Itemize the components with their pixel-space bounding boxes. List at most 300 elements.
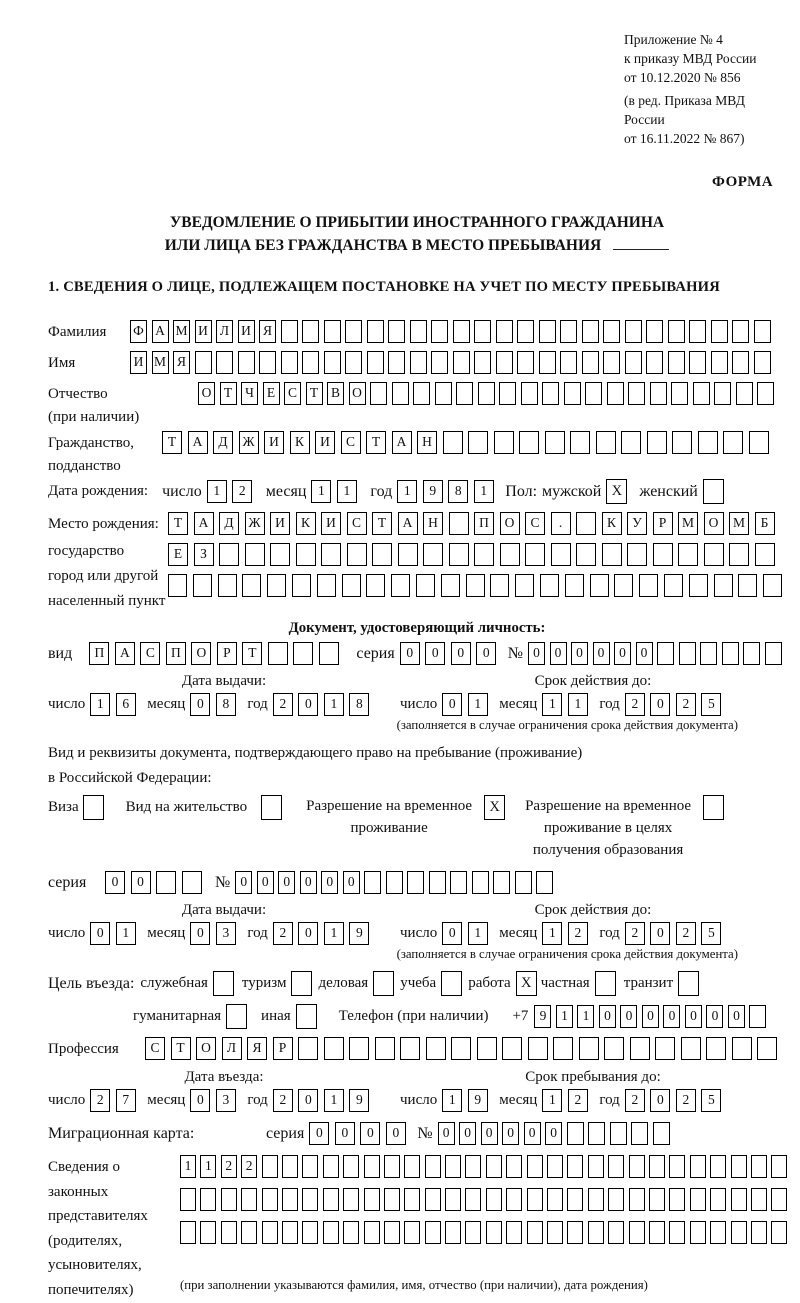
char-box[interactable] <box>582 320 599 343</box>
char-box[interactable] <box>241 1221 257 1244</box>
char-box[interactable] <box>528 1037 548 1060</box>
char-box[interactable] <box>324 320 341 343</box>
char-box[interactable] <box>657 642 674 665</box>
char-box[interactable]: О <box>191 642 211 665</box>
char-box[interactable] <box>156 871 176 894</box>
char-box[interactable] <box>731 1188 747 1211</box>
char-box[interactable]: 1 <box>324 1089 344 1112</box>
char-box[interactable]: 0 <box>309 1122 329 1145</box>
char-box[interactable] <box>267 574 286 597</box>
char-box[interactable] <box>281 320 298 343</box>
char-box[interactable] <box>262 1188 278 1211</box>
char-box[interactable] <box>238 351 255 374</box>
char-box[interactable]: Л <box>216 320 233 343</box>
char-box[interactable]: 0 <box>451 642 471 665</box>
char-box[interactable] <box>317 574 336 597</box>
char-box[interactable] <box>603 351 620 374</box>
char-box[interactable]: Д <box>219 512 239 535</box>
char-box[interactable] <box>614 574 633 597</box>
char-box[interactable]: 1 <box>311 480 331 503</box>
char-box[interactable] <box>324 1037 344 1060</box>
char-box[interactable] <box>404 1221 420 1244</box>
char-box[interactable] <box>404 1155 420 1178</box>
char-box[interactable]: 1 <box>324 922 344 945</box>
char-box[interactable] <box>631 1122 648 1145</box>
char-box[interactable] <box>757 382 774 405</box>
char-box[interactable] <box>539 351 556 374</box>
char-box[interactable]: Е <box>263 382 280 405</box>
char-box[interactable] <box>763 574 782 597</box>
char-box[interactable]: 0 <box>235 871 252 894</box>
char-box[interactable]: Ж <box>239 431 259 454</box>
char-box[interactable] <box>431 320 448 343</box>
char-box[interactable] <box>515 574 534 597</box>
char-box[interactable] <box>625 351 642 374</box>
char-box[interactable]: 1 <box>542 1089 562 1112</box>
char-box[interactable] <box>242 574 261 597</box>
char-box[interactable] <box>478 382 495 405</box>
char-box[interactable]: 0 <box>257 871 274 894</box>
char-box[interactable]: 8 <box>349 693 369 716</box>
char-box[interactable] <box>771 1188 787 1211</box>
char-box[interactable]: Л <box>222 1037 242 1060</box>
char-box[interactable]: Т <box>366 431 386 454</box>
char-box[interactable]: Р <box>653 512 673 535</box>
char-box[interactable]: О <box>500 512 520 535</box>
char-box[interactable] <box>731 1155 747 1178</box>
purpose-business-checkbox[interactable] <box>373 971 394 996</box>
char-box[interactable]: 2 <box>625 693 645 716</box>
char-box[interactable]: 2 <box>273 1089 293 1112</box>
char-box[interactable] <box>649 1221 665 1244</box>
char-box[interactable] <box>486 1221 502 1244</box>
char-box[interactable]: 0 <box>298 1089 318 1112</box>
char-box[interactable] <box>366 574 385 597</box>
char-box[interactable]: С <box>341 431 361 454</box>
char-box[interactable]: 2 <box>273 693 293 716</box>
char-box[interactable]: С <box>525 512 545 535</box>
char-box[interactable] <box>570 431 590 454</box>
char-box[interactable]: 0 <box>321 871 338 894</box>
char-box[interactable]: О <box>198 382 215 405</box>
char-box[interactable]: 0 <box>650 922 670 945</box>
char-box[interactable] <box>496 320 513 343</box>
char-box[interactable]: Д <box>213 431 233 454</box>
char-box[interactable]: 1 <box>200 1155 216 1178</box>
char-box[interactable] <box>629 1155 645 1178</box>
char-box[interactable]: 0 <box>685 1005 702 1028</box>
char-box[interactable] <box>649 1155 665 1178</box>
char-box[interactable] <box>749 1005 766 1028</box>
char-box[interactable] <box>282 1188 298 1211</box>
char-box[interactable]: 0 <box>298 922 318 945</box>
char-box[interactable] <box>588 1155 604 1178</box>
char-box[interactable] <box>527 1188 543 1211</box>
char-box[interactable] <box>180 1188 196 1211</box>
char-box[interactable] <box>629 1221 645 1244</box>
char-box[interactable]: 0 <box>360 1122 380 1145</box>
char-box[interactable] <box>751 1221 767 1244</box>
char-box[interactable] <box>655 1037 675 1060</box>
char-box[interactable] <box>407 871 424 894</box>
char-box[interactable] <box>545 431 565 454</box>
char-box[interactable]: 0 <box>438 1122 455 1145</box>
char-box[interactable] <box>754 351 771 374</box>
char-box[interactable]: 1 <box>116 922 136 945</box>
char-box[interactable]: 2 <box>568 922 588 945</box>
char-box[interactable]: 0 <box>386 1122 406 1145</box>
char-box[interactable] <box>343 1188 359 1211</box>
char-box[interactable]: 2 <box>232 480 252 503</box>
char-box[interactable] <box>302 1188 318 1211</box>
char-box[interactable]: Т <box>220 382 237 405</box>
char-box[interactable] <box>698 431 718 454</box>
char-box[interactable]: Я <box>247 1037 267 1060</box>
char-box[interactable] <box>450 871 467 894</box>
char-box[interactable] <box>302 1221 318 1244</box>
char-box[interactable] <box>608 1188 624 1211</box>
char-box[interactable] <box>711 320 728 343</box>
char-box[interactable]: 0 <box>131 871 151 894</box>
char-box[interactable] <box>723 431 743 454</box>
char-box[interactable] <box>502 1037 522 1060</box>
char-box[interactable] <box>547 1188 563 1211</box>
char-box[interactable]: 0 <box>728 1005 745 1028</box>
char-box[interactable]: П <box>474 512 494 535</box>
char-box[interactable]: 9 <box>468 1089 488 1112</box>
char-box[interactable]: Р <box>217 642 237 665</box>
char-box[interactable] <box>689 574 708 597</box>
char-box[interactable] <box>576 543 596 566</box>
char-box[interactable] <box>324 351 341 374</box>
char-box[interactable] <box>453 320 470 343</box>
char-box[interactable]: Я <box>259 320 276 343</box>
char-box[interactable] <box>168 574 187 597</box>
char-box[interactable] <box>426 1037 446 1060</box>
char-box[interactable]: 0 <box>90 922 110 945</box>
char-box[interactable]: Я <box>173 351 190 374</box>
char-box[interactable]: 0 <box>343 871 360 894</box>
char-box[interactable] <box>608 1221 624 1244</box>
char-box[interactable]: 2 <box>676 693 696 716</box>
char-box[interactable] <box>706 1037 726 1060</box>
char-box[interactable]: 0 <box>481 1122 498 1145</box>
char-box[interactable] <box>410 320 427 343</box>
char-box[interactable] <box>349 1037 369 1060</box>
char-box[interactable] <box>410 351 427 374</box>
char-box[interactable]: А <box>194 512 214 535</box>
char-box[interactable] <box>628 382 645 405</box>
char-box[interactable] <box>536 871 553 894</box>
char-box[interactable]: О <box>704 512 724 535</box>
char-box[interactable]: М <box>729 512 749 535</box>
char-box[interactable] <box>506 1155 522 1178</box>
char-box[interactable] <box>506 1221 522 1244</box>
char-box[interactable] <box>672 431 692 454</box>
char-box[interactable] <box>681 1037 701 1060</box>
char-box[interactable]: М <box>678 512 698 535</box>
char-box[interactable]: Н <box>423 512 443 535</box>
purpose-private-checkbox[interactable] <box>595 971 616 996</box>
char-box[interactable]: Т <box>242 642 262 665</box>
char-box[interactable] <box>669 1188 685 1211</box>
char-box[interactable] <box>416 574 435 597</box>
char-box[interactable]: И <box>130 351 147 374</box>
char-box[interactable] <box>431 351 448 374</box>
char-box[interactable]: 7 <box>116 1089 136 1112</box>
char-box[interactable] <box>262 1221 278 1244</box>
char-box[interactable] <box>649 1188 665 1211</box>
char-box[interactable]: Т <box>372 512 392 535</box>
char-box[interactable] <box>653 1122 670 1145</box>
char-box[interactable] <box>668 351 685 374</box>
char-box[interactable] <box>710 1188 726 1211</box>
char-box[interactable]: Т <box>171 1037 191 1060</box>
char-box[interactable]: 1 <box>474 480 494 503</box>
char-box[interactable] <box>466 574 485 597</box>
char-box[interactable] <box>370 382 387 405</box>
char-box[interactable]: Т <box>306 382 323 405</box>
char-box[interactable]: 2 <box>676 922 696 945</box>
char-box[interactable]: 1 <box>324 693 344 716</box>
char-box[interactable] <box>547 1155 563 1178</box>
char-box[interactable]: 2 <box>273 922 293 945</box>
char-box[interactable]: 2 <box>625 1089 645 1112</box>
char-box[interactable] <box>241 1188 257 1211</box>
char-box[interactable] <box>669 1221 685 1244</box>
visa-checkbox[interactable] <box>83 795 104 820</box>
char-box[interactable]: А <box>152 320 169 343</box>
char-box[interactable] <box>302 1155 318 1178</box>
char-box[interactable]: 5 <box>701 922 721 945</box>
char-box[interactable] <box>465 1188 481 1211</box>
char-box[interactable] <box>388 351 405 374</box>
char-box[interactable]: А <box>398 512 418 535</box>
edu-permit-checkbox[interactable] <box>703 795 724 820</box>
char-box[interactable] <box>367 351 384 374</box>
char-box[interactable] <box>500 543 520 566</box>
char-box[interactable] <box>515 871 532 894</box>
char-box[interactable]: 2 <box>90 1089 110 1112</box>
char-box[interactable]: Ч <box>241 382 258 405</box>
char-box[interactable] <box>474 543 494 566</box>
char-box[interactable]: 1 <box>542 693 562 716</box>
char-box[interactable] <box>400 1037 420 1060</box>
char-box[interactable]: 0 <box>614 642 631 665</box>
char-box[interactable] <box>451 1037 471 1060</box>
char-box[interactable] <box>669 1155 685 1178</box>
char-box[interactable]: 1 <box>397 480 417 503</box>
char-box[interactable] <box>714 574 733 597</box>
char-box[interactable] <box>391 574 410 597</box>
char-box[interactable] <box>441 574 460 597</box>
char-box[interactable] <box>449 543 469 566</box>
char-box[interactable] <box>567 1155 583 1178</box>
purpose-work-checkbox[interactable]: X <box>516 971 537 996</box>
char-box[interactable] <box>714 382 731 405</box>
char-box[interactable] <box>445 1221 461 1244</box>
char-box[interactable] <box>736 382 753 405</box>
char-box[interactable] <box>423 543 443 566</box>
char-box[interactable]: 0 <box>528 642 545 665</box>
sex-female-checkbox[interactable] <box>703 479 724 504</box>
char-box[interactable]: Ж <box>245 512 265 535</box>
char-box[interactable]: Т <box>162 431 182 454</box>
char-box[interactable]: 0 <box>650 1089 670 1112</box>
char-box[interactable] <box>678 543 698 566</box>
char-box[interactable]: 0 <box>650 693 670 716</box>
char-box[interactable] <box>262 1155 278 1178</box>
char-box[interactable] <box>477 1037 497 1060</box>
char-box[interactable]: 3 <box>216 1089 236 1112</box>
char-box[interactable]: 0 <box>524 1122 541 1145</box>
char-box[interactable] <box>268 642 288 665</box>
char-box[interactable] <box>731 1221 747 1244</box>
char-box[interactable]: 0 <box>459 1122 476 1145</box>
char-box[interactable] <box>472 871 489 894</box>
char-box[interactable] <box>527 1155 543 1178</box>
char-box[interactable] <box>539 320 556 343</box>
char-box[interactable] <box>195 351 212 374</box>
char-box[interactable] <box>323 1221 339 1244</box>
char-box[interactable]: 1 <box>468 693 488 716</box>
char-box[interactable] <box>668 320 685 343</box>
char-box[interactable] <box>653 543 673 566</box>
char-box[interactable] <box>732 351 749 374</box>
purpose-tourism-checkbox[interactable] <box>291 971 312 996</box>
char-box[interactable]: М <box>152 351 169 374</box>
char-box[interactable] <box>722 642 739 665</box>
char-box[interactable] <box>445 1188 461 1211</box>
char-box[interactable] <box>588 1221 604 1244</box>
char-box[interactable]: С <box>284 382 301 405</box>
char-box[interactable]: 0 <box>502 1122 519 1145</box>
char-box[interactable] <box>521 382 538 405</box>
char-box[interactable] <box>293 642 313 665</box>
char-box[interactable]: 2 <box>568 1089 588 1112</box>
char-box[interactable] <box>729 543 749 566</box>
char-box[interactable] <box>527 1221 543 1244</box>
char-box[interactable] <box>765 642 782 665</box>
char-box[interactable] <box>302 351 319 374</box>
char-box[interactable]: Р <box>273 1037 293 1060</box>
char-box[interactable]: 0 <box>190 1089 210 1112</box>
char-box[interactable]: 0 <box>425 642 445 665</box>
char-box[interactable] <box>200 1221 216 1244</box>
char-box[interactable]: П <box>166 642 186 665</box>
char-box[interactable]: 0 <box>593 642 610 665</box>
char-box[interactable]: . <box>551 512 571 535</box>
char-box[interactable] <box>345 351 362 374</box>
char-box[interactable]: 0 <box>298 693 318 716</box>
char-box[interactable]: 1 <box>207 480 227 503</box>
char-box[interactable] <box>425 1221 441 1244</box>
char-box[interactable] <box>506 1188 522 1211</box>
char-box[interactable] <box>296 543 316 566</box>
char-box[interactable] <box>343 1221 359 1244</box>
sex-male-checkbox[interactable]: X <box>606 479 627 504</box>
char-box[interactable]: 0 <box>400 642 420 665</box>
char-box[interactable]: 2 <box>221 1155 237 1178</box>
char-box[interactable] <box>664 574 683 597</box>
char-box[interactable] <box>375 1037 395 1060</box>
char-box[interactable]: А <box>115 642 135 665</box>
residence-permit-checkbox[interactable] <box>261 795 282 820</box>
char-box[interactable]: И <box>264 431 284 454</box>
char-box[interactable] <box>218 574 237 597</box>
char-box[interactable] <box>342 574 361 597</box>
char-box[interactable]: 0 <box>300 871 317 894</box>
char-box[interactable] <box>596 431 616 454</box>
char-box[interactable]: 0 <box>545 1122 562 1145</box>
char-box[interactable] <box>367 320 384 343</box>
char-box[interactable]: А <box>188 431 208 454</box>
char-box[interactable] <box>298 1037 318 1060</box>
char-box[interactable] <box>542 382 559 405</box>
char-box[interactable] <box>465 1221 481 1244</box>
char-box[interactable]: И <box>321 512 341 535</box>
char-box[interactable]: М <box>173 320 190 343</box>
char-box[interactable]: Н <box>417 431 437 454</box>
char-box[interactable] <box>588 1188 604 1211</box>
char-box[interactable]: 0 <box>620 1005 637 1028</box>
temp-permit-checkbox[interactable]: X <box>484 795 505 820</box>
char-box[interactable] <box>465 1155 481 1178</box>
char-box[interactable] <box>468 431 488 454</box>
char-box[interactable]: 2 <box>676 1089 696 1112</box>
char-box[interactable] <box>323 1188 339 1211</box>
char-box[interactable]: 0 <box>571 642 588 665</box>
char-box[interactable] <box>345 320 362 343</box>
char-box[interactable]: 5 <box>701 693 721 716</box>
char-box[interactable] <box>384 1188 400 1211</box>
char-box[interactable] <box>490 574 509 597</box>
char-box[interactable] <box>621 431 641 454</box>
char-box[interactable]: И <box>238 320 255 343</box>
char-box[interactable] <box>292 574 311 597</box>
char-box[interactable] <box>560 351 577 374</box>
char-box[interactable]: Е <box>168 543 188 566</box>
char-box[interactable] <box>540 574 559 597</box>
char-box[interactable]: К <box>602 512 622 535</box>
char-box[interactable]: 9 <box>534 1005 551 1028</box>
char-box[interactable] <box>517 351 534 374</box>
char-box[interactable]: К <box>290 431 310 454</box>
char-box[interactable] <box>757 1037 777 1060</box>
purpose-study-checkbox[interactable] <box>441 971 462 996</box>
char-box[interactable]: 1 <box>90 693 110 716</box>
char-box[interactable]: 6 <box>116 693 136 716</box>
char-box[interactable]: О <box>196 1037 216 1060</box>
char-box[interactable] <box>364 1221 380 1244</box>
char-box[interactable] <box>372 543 392 566</box>
char-box[interactable]: 8 <box>216 693 236 716</box>
char-box[interactable]: И <box>315 431 335 454</box>
char-box[interactable] <box>582 351 599 374</box>
char-box[interactable] <box>751 1155 767 1178</box>
char-box[interactable]: З <box>194 543 214 566</box>
purpose-official-checkbox[interactable] <box>213 971 234 996</box>
char-box[interactable] <box>576 512 596 535</box>
char-box[interactable] <box>282 1221 298 1244</box>
char-box[interactable]: 1 <box>542 922 562 945</box>
char-box[interactable]: К <box>296 512 316 535</box>
char-box[interactable] <box>398 543 418 566</box>
char-box[interactable]: 1 <box>468 922 488 945</box>
char-box[interactable] <box>627 543 647 566</box>
char-box[interactable] <box>602 543 622 566</box>
char-box[interactable]: 0 <box>663 1005 680 1028</box>
